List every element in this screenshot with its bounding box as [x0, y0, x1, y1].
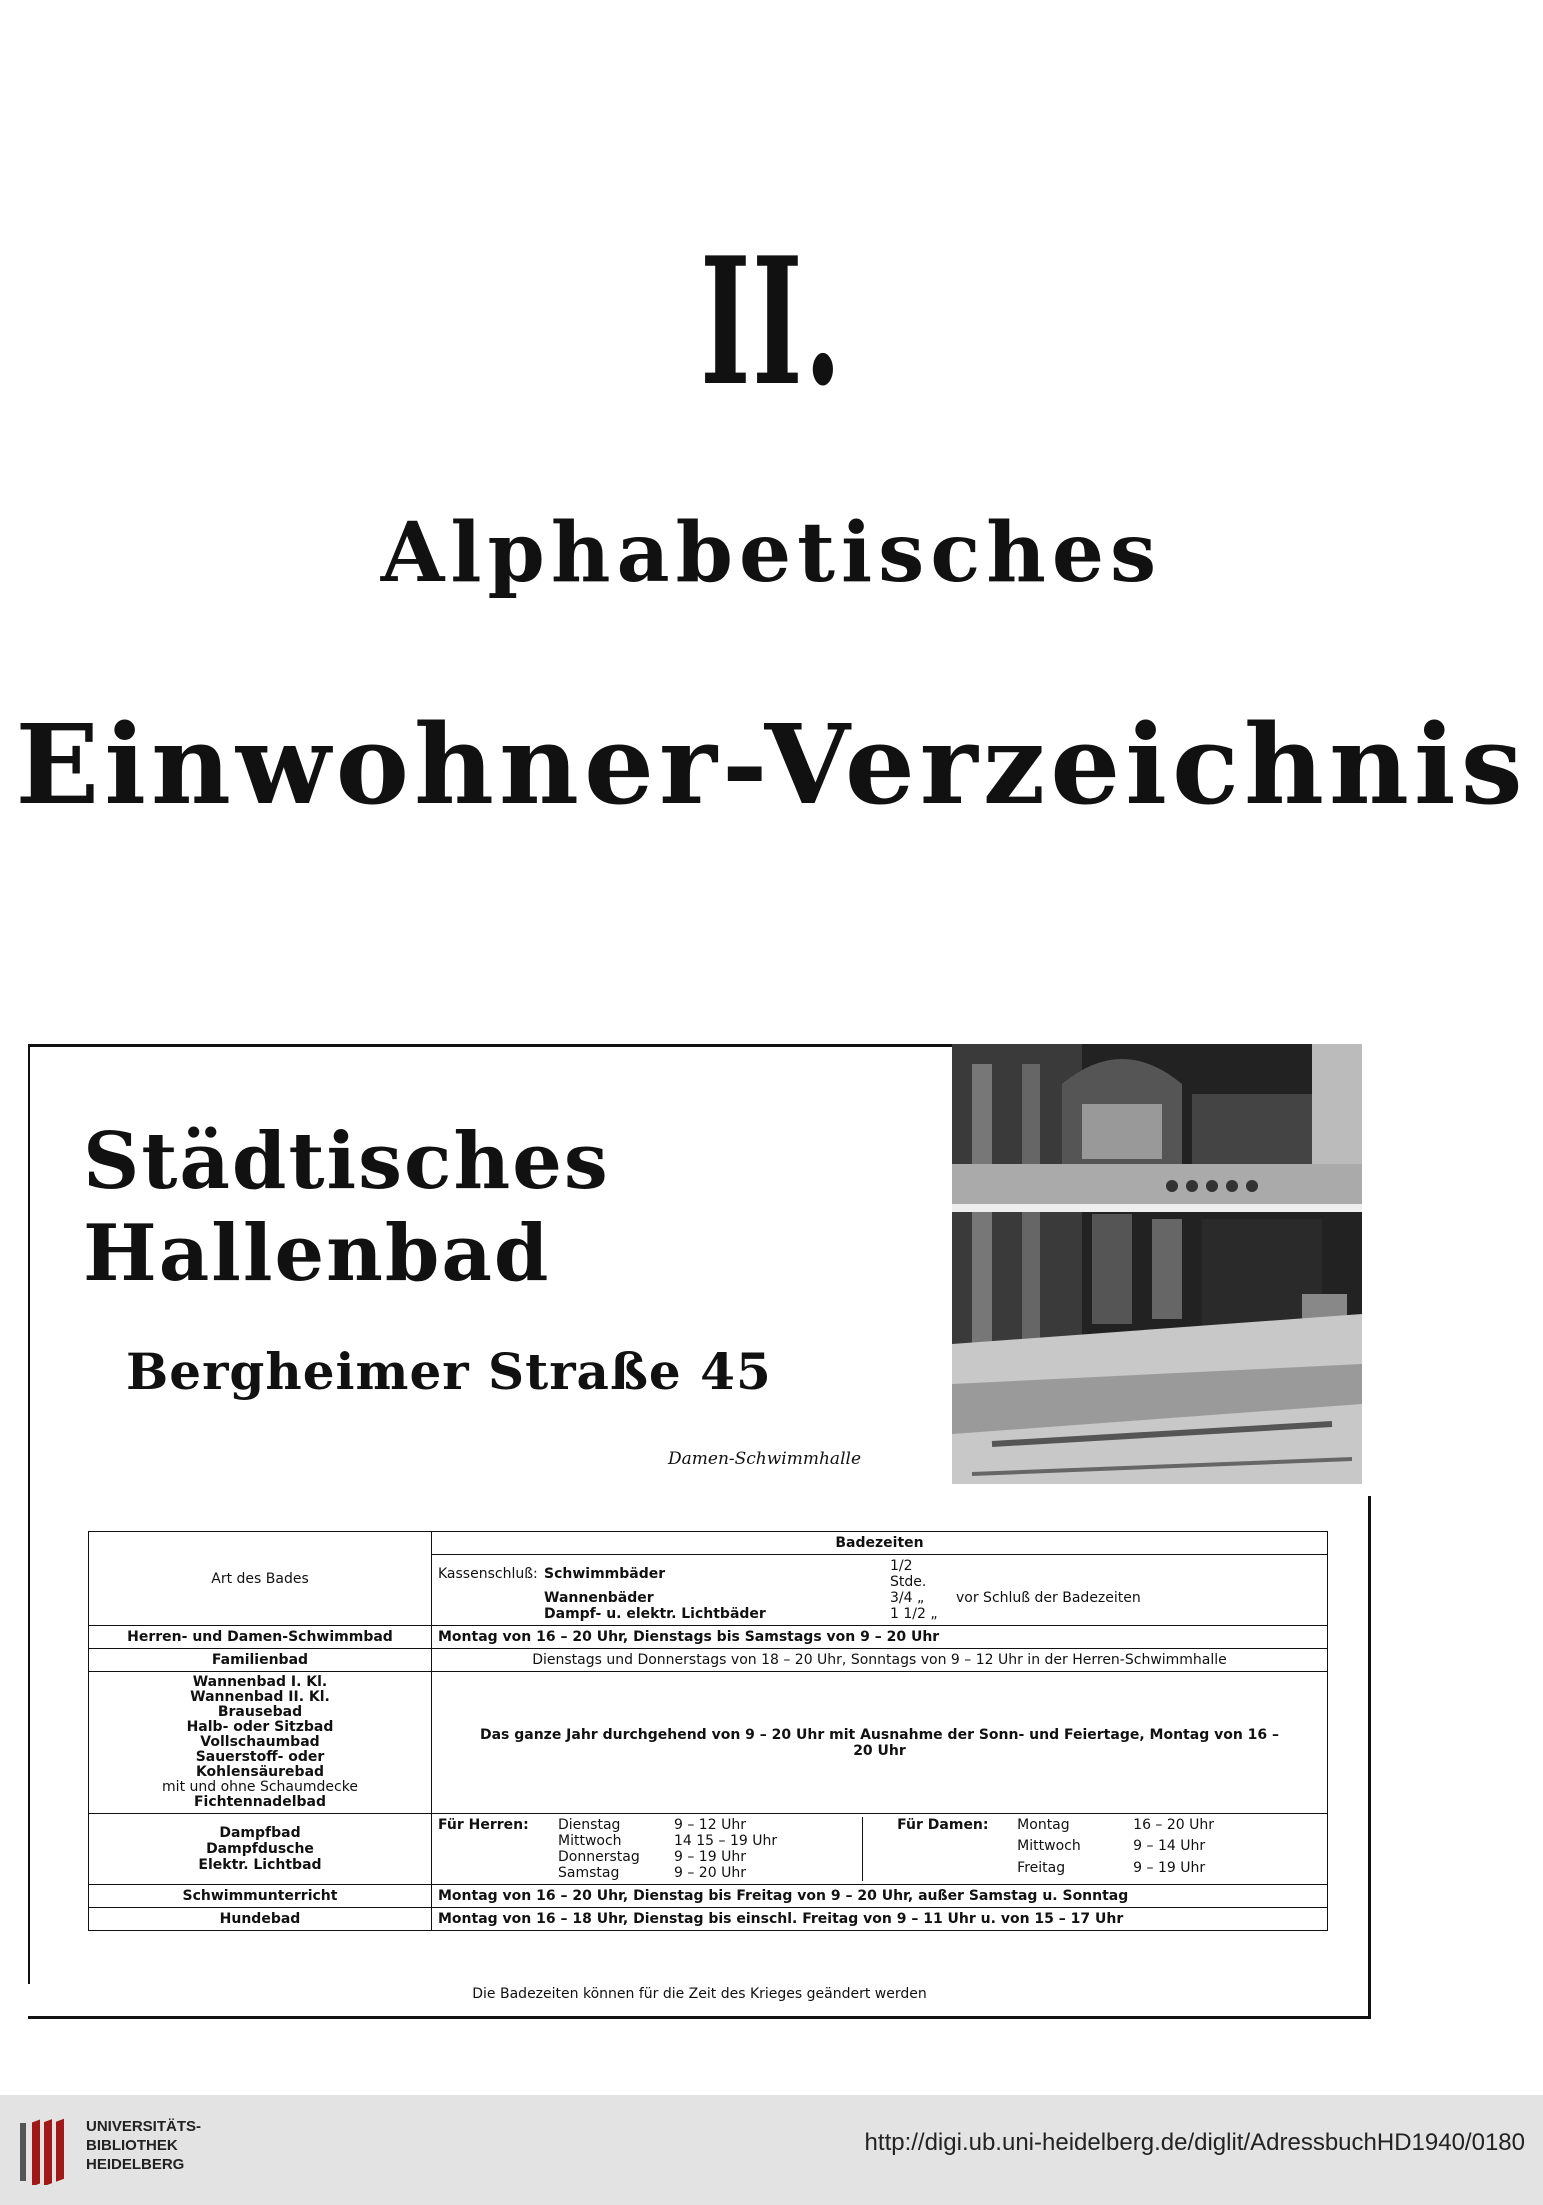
table-row — [89, 1885, 1328, 1908]
row-text: Montag von 16 – 20 Uhr, Dienstag bis Freitag von 9 – 20 Uhr, außer Samstag u. Sonntag — [432, 1885, 1328, 1908]
heading-alphabetisches: Alphabetisches — [380, 505, 1163, 601]
bath-types-hours: Das ganze Jahr durchgehend von 9 – 20 Uhr mit Ausnahme der Sonn- und Feiertage, Montag von 16 – 20 Uhr — [432, 1672, 1328, 1814]
kassenschluss-cell — [432, 1555, 1328, 1626]
kassen-item-time: 1 1/2 „ — [890, 1606, 938, 1622]
men-day: Mittwoch — [558, 1833, 622, 1849]
table-row — [89, 1649, 1328, 1672]
women-hours — [897, 1817, 1321, 1881]
kassen-item-name: Dampf- u. elektr. Lichtbäder — [544, 1606, 766, 1622]
swimming-hall-photo-graphic — [952, 1044, 1362, 1484]
ad-title-line2: Hallenbad — [83, 1208, 551, 1299]
men-time: 14 15 – 19 Uhr — [674, 1833, 778, 1849]
swimming-hall-photo — [952, 1044, 1362, 1484]
bath-type: Sauerstoff- oder — [195, 1749, 325, 1765]
library-name-line: BIBLIOTHEK — [86, 2137, 178, 2154]
ad-bottom-rule — [28, 2016, 1371, 2019]
bath-type: Vollschaumbad — [200, 1734, 320, 1750]
women-day: Montag — [1017, 1817, 1070, 1833]
men-day: Samstag — [558, 1865, 620, 1881]
bath-type: Wannenbad I. Kl. — [192, 1674, 328, 1690]
heading-einwohner-verzeichnis: Einwohner-Verzeichnis — [15, 700, 1528, 829]
library-name-line: HEIDELBERG — [86, 2156, 185, 2173]
men-hours — [438, 1817, 863, 1881]
men-day: Donnerstag — [558, 1849, 640, 1865]
women-time: 9 – 19 Uhr — [1133, 1859, 1206, 1876]
ad-street: Bergheimer Straße 45 — [126, 1342, 772, 1401]
row-label: Familienbad — [89, 1649, 432, 1672]
kassen-item-time: 1/2 Stde. — [890, 1558, 927, 1590]
ad-title — [83, 1116, 610, 1300]
library-footer — [0, 2095, 1543, 2205]
kassen-item-name: Wannenbäder — [544, 1590, 654, 1606]
bath-type: Kohlensäurebad — [195, 1764, 325, 1780]
ad-right-rule — [1368, 1496, 1371, 2016]
kassen-note: vor Schluß der Badezeiten — [956, 1590, 1141, 1606]
steam-type: Dampfbad — [219, 1825, 301, 1841]
women-label: Für Damen: — [897, 1817, 989, 1833]
bath-type: Brausebad — [217, 1704, 303, 1720]
header-badezeiten: Badezeiten — [432, 1532, 1328, 1555]
row-text: Montag von 16 – 18 Uhr, Dienstag bis einschl. Freitag von 9 – 11 Uhr u. von 15 – 17 Uhr — [432, 1908, 1328, 1931]
row-label: Herren- und Damen-Schwimmbad — [89, 1626, 432, 1649]
table-header-row — [89, 1532, 1328, 1555]
table-row — [89, 1908, 1328, 1931]
row-text: Dienstags und Donnerstags von 18 – 20 Uhr, Sonntags von 9 – 12 Uhr in der Herren-Schwimmhalle — [432, 1649, 1328, 1672]
bath-type: Wannenbad II. Kl. — [190, 1689, 330, 1705]
bathing-hours-table — [88, 1531, 1328, 1931]
men-day: Dienstag — [558, 1817, 621, 1833]
ad-footnote: Die Badezeiten können für die Zeit des Krieges geändert werden — [472, 1986, 927, 2002]
library-name — [86, 2117, 201, 2174]
men-time: 9 – 19 Uhr — [674, 1849, 746, 1865]
steam-bath-hours — [432, 1814, 1328, 1885]
women-day: Mittwoch — [1017, 1838, 1081, 1855]
kassen-item-time: 3/4 „ — [890, 1590, 925, 1606]
table-row — [89, 1672, 1328, 1814]
bath-type: mit und ohne Schaumdecke — [162, 1779, 358, 1795]
ad-left-rule — [28, 1044, 30, 1984]
ad-title-line1: Städtisches — [83, 1116, 610, 1207]
men-time: 9 – 20 Uhr — [674, 1865, 746, 1881]
university-library-logo-icon — [14, 2113, 74, 2185]
steam-bath-list — [89, 1814, 432, 1885]
women-time: 16 – 20 Uhr — [1133, 1817, 1215, 1833]
bath-type: Halb- oder Sitzbad — [186, 1719, 334, 1735]
table-row — [89, 1626, 1328, 1649]
steam-type: Elektr. Lichtbad — [198, 1857, 322, 1873]
row-label: Schwimmunterricht — [89, 1885, 432, 1908]
header-art-des-bades: Art des Bades — [89, 1532, 432, 1626]
document-url-link[interactable]: http://digi.ub.uni-heidelberg.de/diglit/AdressbuchHD1940/0180 — [864, 2129, 1525, 2156]
ad-top-rule — [28, 1044, 953, 1047]
hallenbad-advertisement — [28, 1044, 1373, 2029]
kassenschluss-label: Kassenschluß: — [438, 1566, 538, 1582]
steam-type: Dampfdusche — [206, 1841, 314, 1857]
row-text: Montag von 16 – 20 Uhr, Dienstags bis Samstags von 9 – 20 Uhr — [432, 1626, 1328, 1649]
photo-caption: Damen-Schwimmhalle — [668, 1449, 862, 1469]
table-row — [89, 1814, 1328, 1885]
bath-types-list — [89, 1672, 432, 1814]
kassen-item-name: Schwimmbäder — [544, 1566, 666, 1582]
row-label: Hundebad — [89, 1908, 432, 1931]
library-name-line: UNIVERSITÄTS- — [86, 2118, 202, 2135]
chapter-numeral: II. — [699, 220, 844, 425]
bath-type: Fichtennadelbad — [193, 1794, 326, 1810]
women-day: Freitag — [1017, 1859, 1066, 1876]
women-time: 9 – 14 Uhr — [1133, 1838, 1206, 1855]
men-time: 9 – 12 Uhr — [674, 1817, 746, 1833]
men-label: Für Herren: — [438, 1817, 529, 1833]
